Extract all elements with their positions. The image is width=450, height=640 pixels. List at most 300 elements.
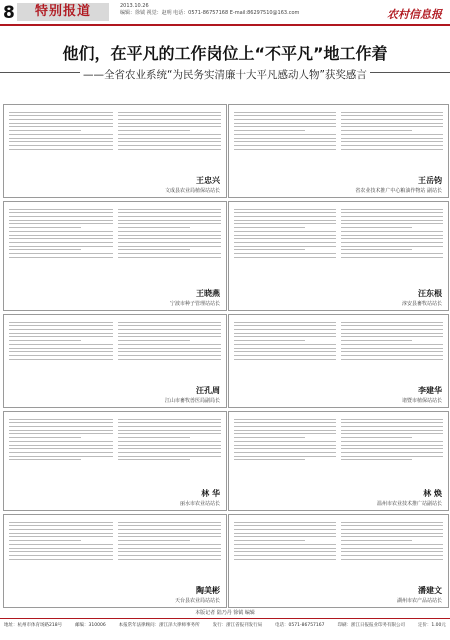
- text-line: [341, 329, 443, 330]
- profile-text-column: [341, 109, 443, 177]
- text-line: [234, 422, 336, 423]
- text-line: [118, 235, 222, 236]
- profile-text-column: [9, 109, 113, 177]
- text-line: [341, 238, 443, 239]
- text-line: [9, 322, 113, 323]
- text-line: [118, 130, 190, 131]
- text-line: [341, 344, 443, 345]
- text-line: [118, 138, 222, 139]
- text-line: [9, 355, 113, 356]
- text-line: [234, 437, 305, 438]
- text-line: [234, 555, 336, 556]
- text-line: [341, 130, 412, 131]
- profile-card: [3, 514, 227, 608]
- text-line: [234, 235, 336, 236]
- text-line: [234, 257, 336, 258]
- text-line: [341, 529, 443, 530]
- text-line: [9, 359, 113, 360]
- text-line: [234, 359, 336, 360]
- text-line: [341, 359, 443, 360]
- profile-card: [3, 104, 227, 198]
- text-line: [9, 238, 113, 239]
- text-line: [341, 115, 443, 116]
- text-line: [234, 336, 336, 337]
- text-line: [234, 238, 336, 239]
- page-header: [0, 0, 450, 24]
- text-line: [234, 351, 336, 352]
- text-line: [9, 441, 113, 442]
- text-line: [341, 433, 443, 434]
- text-line: [341, 459, 412, 460]
- profile-card: [228, 411, 449, 511]
- profile-signature: [402, 288, 442, 307]
- footer-item: 电话：0571-86757167: [275, 623, 325, 628]
- text-line: [9, 522, 113, 523]
- text-line: [118, 333, 222, 334]
- text-line: [341, 112, 443, 113]
- text-line: [9, 448, 113, 449]
- text-line: [341, 441, 443, 442]
- header-meta: [120, 3, 299, 17]
- text-line: [9, 134, 113, 135]
- text-line: [341, 138, 443, 139]
- text-line: [341, 437, 412, 438]
- profile-text-column: [234, 109, 336, 177]
- profile-text-column: [234, 416, 336, 490]
- footer-item: 地址：杭州市体育场路218号: [4, 623, 63, 628]
- text-line: [118, 351, 222, 352]
- text-line: [9, 119, 113, 120]
- text-line: [234, 209, 336, 210]
- text-line: [341, 333, 443, 334]
- profile-text-column: [234, 319, 336, 387]
- text-line: [341, 548, 443, 549]
- text-line: [234, 246, 336, 247]
- text-line: [234, 529, 336, 530]
- text-line: [9, 340, 81, 341]
- profile-card: [228, 314, 449, 408]
- text-line: [9, 123, 113, 124]
- text-line: [118, 422, 222, 423]
- profile-name: 王岳钧: [418, 176, 442, 185]
- text-line: [9, 138, 113, 139]
- text-line: [341, 223, 443, 224]
- text-line: [234, 456, 336, 457]
- profile-role: 淳安县畜牧站站长: [401, 301, 442, 307]
- profile-text-column: [118, 319, 222, 387]
- text-line: [341, 348, 443, 349]
- text-line: [118, 548, 222, 549]
- text-line: [341, 419, 443, 420]
- text-line: [9, 242, 113, 243]
- text-line: [118, 141, 222, 142]
- text-line: [118, 325, 222, 326]
- text-line: [234, 548, 336, 549]
- page-number: 8: [3, 3, 15, 23]
- text-line: [9, 536, 113, 537]
- text-line: [9, 426, 113, 427]
- footer-editors: 本版记者 陆乃丹 徐钺 编辑: [195, 610, 255, 616]
- profile-text-column: [118, 519, 222, 587]
- profile-role: 诸暨市植保站站长: [401, 398, 442, 404]
- profile-signature: [402, 385, 442, 404]
- profile-text-column: [234, 519, 336, 587]
- text-line: [234, 441, 336, 442]
- profile-role: 文成县农业局植保站站长: [164, 188, 220, 194]
- profile-text-column: [234, 206, 336, 290]
- text-line: [234, 559, 336, 560]
- profile-card: [228, 514, 449, 608]
- text-line: [234, 249, 305, 250]
- text-line: [234, 544, 336, 545]
- text-line: [234, 126, 336, 127]
- text-line: [341, 149, 443, 150]
- text-line: [234, 242, 336, 243]
- text-line: [118, 559, 222, 560]
- text-line: [9, 555, 113, 556]
- profile-text-column: [118, 206, 222, 290]
- text-line: [9, 246, 113, 247]
- text-line: [118, 533, 222, 534]
- text-line: [118, 355, 222, 356]
- text-line: [118, 529, 222, 530]
- text-line: [9, 452, 113, 453]
- headline: 他们，在平凡的工作岗位上“不平凡”地工作着: [62, 44, 388, 63]
- profile-signature: [397, 585, 442, 604]
- profile-name: 王晓燕: [196, 289, 220, 298]
- text-line: [118, 448, 222, 449]
- text-line: [341, 452, 443, 453]
- text-line: [118, 445, 222, 446]
- profile-name: 陶美彬: [196, 586, 220, 595]
- text-line: [341, 551, 443, 552]
- text-line: [118, 115, 222, 116]
- text-line: [234, 119, 336, 120]
- text-line: [9, 231, 113, 232]
- text-line: [118, 359, 222, 360]
- subtitle-rule: [0, 72, 80, 73]
- text-line: [9, 141, 113, 142]
- footer-item: 印刷：浙江日报报业印务有限公司: [337, 623, 405, 628]
- text-line: [341, 340, 412, 341]
- text-line: [234, 149, 336, 150]
- text-line: [234, 452, 336, 453]
- text-line: [234, 223, 336, 224]
- text-line: [341, 209, 443, 210]
- text-line: [118, 246, 222, 247]
- text-line: [234, 115, 336, 116]
- text-line: [118, 441, 222, 442]
- text-line: [341, 126, 443, 127]
- profile-text-column: [9, 206, 113, 290]
- footer-item: 定价：1.00元: [417, 623, 446, 628]
- profile-name: 李建华: [418, 386, 442, 395]
- text-line: [9, 216, 113, 217]
- text-line: [234, 348, 336, 349]
- text-line: [341, 422, 443, 423]
- text-line: [234, 419, 336, 420]
- text-line: [341, 246, 443, 247]
- text-line: [9, 351, 113, 352]
- text-line: [9, 525, 113, 526]
- profile-text-column: [341, 416, 443, 490]
- profile-role: 温州市农业技术推广站副站长: [376, 501, 442, 507]
- text-line: [118, 119, 222, 120]
- profile-card: [3, 411, 227, 511]
- text-line: [341, 235, 443, 236]
- profile-signature: [377, 488, 442, 507]
- profile-text-columns: [229, 202, 448, 290]
- text-line: [341, 555, 443, 556]
- text-line: [234, 522, 336, 523]
- text-line: [9, 212, 113, 213]
- text-line: [341, 242, 443, 243]
- header-date: 2013.10.26: [120, 3, 149, 9]
- text-line: [118, 456, 222, 457]
- text-line: [118, 216, 222, 217]
- text-line: [341, 351, 443, 352]
- text-line: [9, 209, 113, 210]
- text-line: [234, 433, 336, 434]
- subheadline: ——全省农业系统“为民务实清廉十大平凡感动人物”获奖感言: [83, 69, 367, 81]
- text-line: [9, 253, 113, 254]
- text-line: [9, 145, 113, 146]
- text-line: [118, 522, 222, 523]
- text-line: [234, 227, 305, 228]
- text-line: [118, 223, 222, 224]
- text-line: [118, 348, 222, 349]
- text-line: [118, 340, 190, 341]
- newspaper-brand: 农村信息报: [387, 8, 442, 21]
- text-line: [118, 212, 222, 213]
- text-line: [118, 242, 222, 243]
- profile-name: 汪孔周: [196, 386, 220, 395]
- text-line: [118, 253, 222, 254]
- footer-bar: [0, 622, 450, 628]
- text-line: [118, 322, 222, 323]
- text-line: [234, 253, 336, 254]
- profile-signature: [355, 175, 442, 194]
- text-line: [9, 445, 113, 446]
- text-line: [118, 123, 222, 124]
- text-line: [234, 426, 336, 427]
- text-line: [118, 551, 222, 552]
- text-line: [9, 227, 81, 228]
- text-line: [234, 536, 336, 537]
- text-line: [118, 536, 222, 537]
- text-line: [234, 533, 336, 534]
- text-line: [118, 257, 222, 258]
- text-line: [341, 134, 443, 135]
- profile-text-column: [9, 416, 113, 490]
- text-line: [9, 559, 113, 560]
- text-line: [118, 238, 222, 239]
- text-line: [118, 459, 190, 460]
- text-line: [341, 355, 443, 356]
- profile-text-columns: [229, 315, 448, 387]
- profile-text-columns: [4, 202, 226, 290]
- text-line: [9, 529, 113, 530]
- text-line: [234, 216, 336, 217]
- text-line: [118, 525, 222, 526]
- profile-signature: [165, 175, 220, 194]
- text-line: [234, 145, 336, 146]
- text-line: [234, 340, 305, 341]
- text-line: [234, 445, 336, 446]
- profile-text-columns: [229, 515, 448, 587]
- text-line: [118, 437, 190, 438]
- text-line: [9, 329, 113, 330]
- text-line: [9, 130, 81, 131]
- text-line: [341, 426, 443, 427]
- profile-role: 江山市畜牧兽医局副局长: [164, 398, 220, 404]
- text-line: [118, 126, 222, 127]
- text-line: [341, 536, 443, 537]
- text-line: [341, 141, 443, 142]
- text-line: [234, 355, 336, 356]
- header-rule: [0, 24, 450, 26]
- profile-card: [3, 314, 227, 408]
- text-line: [9, 325, 113, 326]
- text-line: [118, 112, 222, 113]
- text-line: [118, 149, 222, 150]
- text-line: [341, 216, 443, 217]
- text-line: [9, 336, 113, 337]
- text-line: [9, 533, 113, 534]
- text-line: [341, 257, 443, 258]
- text-line: [118, 249, 190, 250]
- text-line: [341, 448, 443, 449]
- text-line: [9, 126, 113, 127]
- profile-name: 汪东根: [418, 289, 442, 298]
- text-line: [9, 220, 113, 221]
- profile-name: 王忠兴: [196, 176, 220, 185]
- text-line: [9, 149, 113, 150]
- text-line: [118, 220, 222, 221]
- footer-rule: [0, 618, 450, 619]
- text-line: [341, 533, 443, 534]
- text-line: [118, 209, 222, 210]
- text-line: [118, 433, 222, 434]
- profile-text-columns: [4, 515, 226, 587]
- text-line: [234, 322, 336, 323]
- profile-name: 林 焕: [423, 489, 442, 498]
- footer-item: 发行：浙江省报刊发行局: [212, 623, 263, 628]
- text-line: [341, 123, 443, 124]
- text-line: [341, 336, 443, 337]
- text-line: [9, 348, 113, 349]
- profile-role: 天台县农业局站站长: [174, 598, 220, 604]
- profile-text-column: [341, 519, 443, 587]
- text-line: [118, 452, 222, 453]
- text-line: [234, 430, 336, 431]
- text-line: [118, 134, 222, 135]
- text-line: [118, 555, 222, 556]
- text-line: [9, 544, 113, 545]
- profile-text-column: [341, 206, 443, 290]
- text-line: [341, 249, 412, 250]
- text-line: [9, 548, 113, 549]
- text-line: [9, 437, 81, 438]
- text-line: [9, 235, 113, 236]
- profile-text-column: [9, 319, 113, 387]
- text-line: [234, 212, 336, 213]
- header-contact: 编辑：徐钺 视觉：赵明 电话：0571-86757168 E-mail:86297510@163.com: [120, 10, 300, 16]
- profile-text-column: [118, 109, 222, 177]
- text-line: [118, 231, 222, 232]
- profile-text-columns: [4, 315, 226, 387]
- profile-signature: [170, 288, 220, 307]
- text-line: [118, 419, 222, 420]
- text-line: [9, 344, 113, 345]
- profile-role: 省农业技术推广中心粮油作物站 副站长: [355, 188, 442, 194]
- footer-item: 本报常年法律顾问：浙江泽大律师事务所: [118, 623, 200, 628]
- profile-card: [228, 201, 449, 311]
- text-line: [9, 249, 81, 250]
- text-line: [234, 459, 305, 460]
- profile-text-column: [341, 319, 443, 387]
- profile-card: [3, 201, 227, 311]
- profile-text-column: [9, 519, 113, 587]
- text-line: [234, 141, 336, 142]
- text-line: [234, 344, 336, 345]
- text-line: [9, 433, 113, 434]
- text-line: [9, 223, 113, 224]
- text-line: [9, 540, 81, 541]
- text-line: [341, 525, 443, 526]
- text-line: [341, 212, 443, 213]
- text-line: [118, 426, 222, 427]
- text-line: [9, 551, 113, 552]
- text-line: [234, 540, 305, 541]
- text-line: [234, 333, 336, 334]
- profile-signature: [180, 488, 220, 507]
- profile-signature: [165, 385, 220, 404]
- section-label: 特别报道: [17, 3, 109, 21]
- text-line: [9, 422, 113, 423]
- subtitle-rule: [370, 72, 450, 73]
- text-line: [341, 544, 443, 545]
- text-line: [341, 445, 443, 446]
- text-line: [234, 123, 336, 124]
- text-line: [234, 448, 336, 449]
- text-line: [234, 325, 336, 326]
- text-line: [234, 112, 336, 113]
- text-line: [234, 138, 336, 139]
- text-line: [118, 344, 222, 345]
- profile-text-columns: [229, 105, 448, 177]
- text-line: [234, 130, 305, 131]
- text-line: [341, 119, 443, 120]
- text-line: [118, 329, 222, 330]
- text-line: [118, 540, 190, 541]
- text-line: [234, 134, 336, 135]
- text-line: [234, 220, 336, 221]
- profile-text-column: [118, 416, 222, 490]
- text-line: [9, 257, 113, 258]
- text-line: [341, 522, 443, 523]
- text-line: [9, 333, 113, 334]
- text-line: [341, 540, 412, 541]
- text-line: [9, 430, 113, 431]
- profile-signature: [175, 585, 220, 604]
- profile-text-columns: [4, 105, 226, 177]
- text-line: [341, 231, 443, 232]
- profile-role: 湖州市农产品站站长: [396, 598, 442, 604]
- text-line: [341, 322, 443, 323]
- text-line: [341, 325, 443, 326]
- text-line: [234, 525, 336, 526]
